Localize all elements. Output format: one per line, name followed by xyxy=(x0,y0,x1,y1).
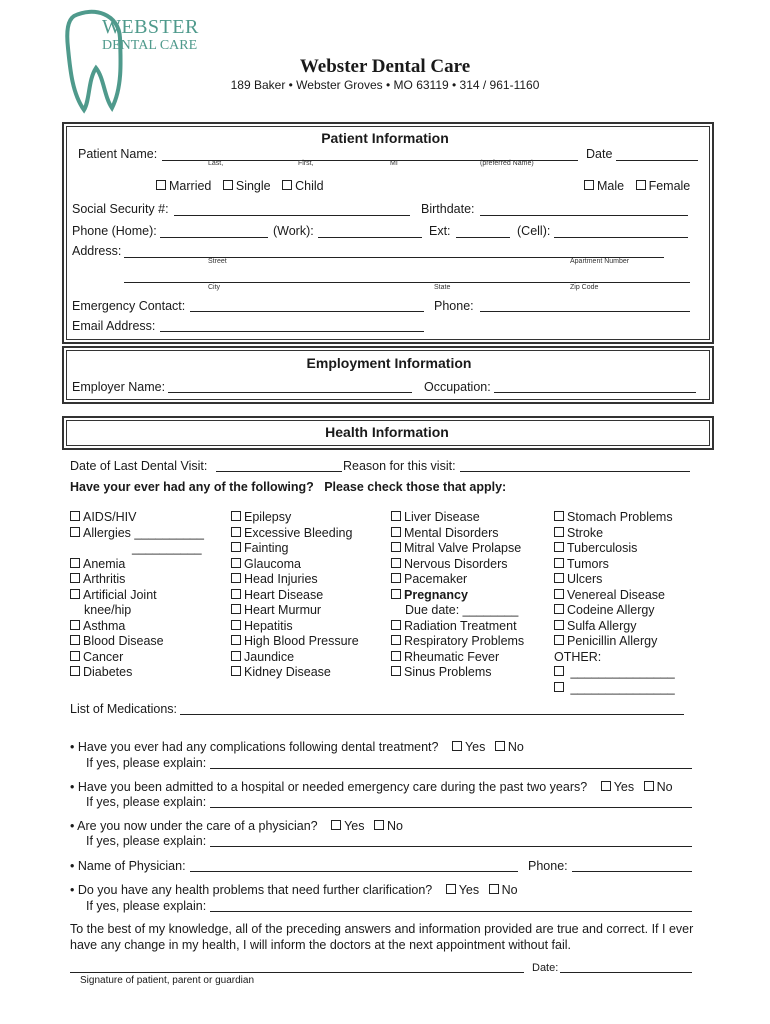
female-checkbox[interactable]: Female xyxy=(636,179,691,193)
date-field[interactable] xyxy=(616,160,698,161)
condition-blood-disease[interactable]: Blood Disease xyxy=(70,634,204,650)
condition-codeine-allergy[interactable]: Codeine Allergy xyxy=(554,603,675,619)
reason-field[interactable] xyxy=(460,471,690,472)
q3-yes-checkbox[interactable]: Yes xyxy=(331,819,364,833)
conditions-question: Have your ever had any of the following? Please check those that apply: xyxy=(70,480,507,494)
q5-yes-checkbox[interactable]: Yes xyxy=(446,883,479,897)
q5-no-checkbox[interactable]: No xyxy=(489,883,518,897)
condition-mental-disorders[interactable]: Mental Disorders xyxy=(391,526,524,542)
sub-street: Street xyxy=(208,258,227,265)
last-visit-label: Date of Last Dental Visit: xyxy=(70,459,208,473)
occupation-field[interactable] xyxy=(494,392,696,393)
question-hospital: • Have you been admitted to a hospital or needed emergency care during the past two years? Yes No xyxy=(70,780,673,794)
other-field-2[interactable]: _______________ xyxy=(554,681,675,697)
email-field[interactable] xyxy=(160,331,424,332)
condition-glaucoma[interactable]: Glaucoma xyxy=(231,557,359,573)
conditions-col-2 xyxy=(231,510,359,681)
condition-penicillin-allergy[interactable]: Penicillin Allergy xyxy=(554,634,675,650)
reason-label: Reason for this visit: xyxy=(343,459,456,473)
conditions-col-4 xyxy=(554,510,675,696)
condition-ulcers[interactable]: Ulcers xyxy=(554,572,675,588)
signature-date-label: Date: xyxy=(532,962,559,974)
child-checkbox[interactable]: Child xyxy=(282,179,324,193)
condition-venereal[interactable]: Venereal Disease xyxy=(554,588,675,604)
conditions-col-3 xyxy=(391,510,524,681)
condition-jaundice[interactable]: Jaundice xyxy=(231,650,359,666)
condition-stomach[interactable]: Stomach Problems xyxy=(554,510,675,526)
condition-sulfa-allergy[interactable]: Sulfa Allergy xyxy=(554,619,675,635)
condition-pacemaker[interactable]: Pacemaker xyxy=(391,572,524,588)
logo-text-dental: DENTAL CARE xyxy=(102,38,198,53)
occupation-label: Occupation: xyxy=(424,380,491,394)
married-checkbox[interactable]: Married xyxy=(156,179,211,193)
phone-work-field[interactable] xyxy=(318,237,422,238)
condition-fainting[interactable]: Fainting xyxy=(231,541,359,557)
condition-tuberculosis[interactable]: Tuberculosis xyxy=(554,541,675,557)
ssn-field[interactable] xyxy=(174,215,410,216)
ext-field[interactable] xyxy=(456,237,510,238)
sub-zip: Zip Code xyxy=(570,284,599,291)
question-physician-name: • Name of Physician: xyxy=(70,859,186,873)
cell-label: (Cell): xyxy=(517,224,551,238)
q2-no-checkbox[interactable]: No xyxy=(644,780,673,794)
condition-heart-murmur[interactable]: Heart Murmur xyxy=(231,603,359,619)
last-visit-field[interactable] xyxy=(216,471,342,472)
signature-caption: Signature of patient, parent or guardian xyxy=(80,975,255,986)
condition-heart-disease[interactable]: Heart Disease xyxy=(231,588,359,604)
condition-anemia[interactable]: Anemia xyxy=(70,557,204,573)
medications-label: List of Medications: xyxy=(70,702,177,716)
allergies-extra-line[interactable]: __________ xyxy=(132,541,202,555)
condition-allergies[interactable]: Allergies __________ xyxy=(70,526,204,542)
condition-mitral-valve[interactable]: Mitral Valve Prolapse xyxy=(391,541,524,557)
physician-name-field[interactable] xyxy=(190,871,518,872)
condition-cancer[interactable]: Cancer xyxy=(70,650,204,666)
address-label: Address: xyxy=(72,244,122,258)
question-clarification: • Do you have any health problems that need further clarification? Yes No xyxy=(70,883,518,897)
condition-head-injuries[interactable]: Head Injuries xyxy=(231,572,359,588)
birthdate-field[interactable] xyxy=(480,215,688,216)
medications-field[interactable] xyxy=(180,714,684,715)
condition-sinus[interactable]: Sinus Problems xyxy=(391,665,524,681)
sub-apartment: Apartment Number xyxy=(570,258,630,265)
physician-phone-label: Phone: xyxy=(528,859,568,873)
sex-group xyxy=(584,179,690,193)
physician-phone-field[interactable] xyxy=(572,871,692,872)
ssn-label: Social Security #: xyxy=(72,202,169,216)
email-label: Email Address: xyxy=(72,319,156,333)
phone-home-field[interactable] xyxy=(160,237,268,238)
sub-mi: MI xyxy=(390,160,398,167)
question-complications: • Have you ever had any complications following dental treatment? Yes No xyxy=(70,740,524,754)
page-title: Webster Dental Care xyxy=(299,56,471,77)
condition-hepatitis[interactable]: Hepatitis xyxy=(231,619,359,635)
q1-yes-checkbox[interactable]: Yes xyxy=(452,740,485,754)
emergency-phone-field[interactable] xyxy=(480,311,690,312)
signature-date-field[interactable] xyxy=(560,972,692,973)
employer-field[interactable] xyxy=(168,392,412,393)
conditions-col-1 xyxy=(70,510,204,681)
condition-tumors[interactable]: Tumors xyxy=(554,557,675,573)
condition-stroke[interactable]: Stroke xyxy=(554,526,675,542)
q1-explain-label: If yes, please explain: xyxy=(86,756,207,770)
logo-text-webster: WEBSTER xyxy=(102,16,199,38)
q1-explain-field[interactable] xyxy=(210,768,692,769)
condition-respiratory[interactable]: Respiratory Problems xyxy=(391,634,524,650)
q1-no-checkbox[interactable]: No xyxy=(495,740,524,754)
phone-home-label: Phone (Home): xyxy=(72,224,157,238)
employer-label: Employer Name: xyxy=(72,380,166,394)
condition-pregnancy[interactable]: Pregnancy xyxy=(391,588,524,604)
sub-city: City xyxy=(208,284,221,291)
emergency-contact-label: Emergency Contact: xyxy=(72,299,186,313)
q2-explain-label: If yes, please explain: xyxy=(86,795,207,809)
sub-first: First, xyxy=(298,160,314,167)
patient-name-label: Patient Name: xyxy=(78,147,158,161)
date-label: Date xyxy=(586,147,613,161)
signature-field[interactable] xyxy=(70,972,524,973)
phone-work-label: (Work): xyxy=(273,224,314,238)
question-physician-care: • Are you now under the care of a physician? Yes No xyxy=(70,819,403,833)
emergency-phone-label: Phone: xyxy=(434,299,474,313)
sub-state: State xyxy=(434,284,451,291)
condition-kidney-disease[interactable]: Kidney Disease xyxy=(231,665,359,681)
practice-address: 189 Baker • Webster Groves • MO 63119 • 314 / 961-1160 xyxy=(230,78,540,92)
condition-high-blood-pressure[interactable]: High Blood Pressure xyxy=(231,634,359,650)
condition-nervous-disorders[interactable]: Nervous Disorders xyxy=(391,557,524,573)
condition-arthritis[interactable]: Arthritis xyxy=(70,572,204,588)
condition-excessive-bleeding[interactable]: Excessive Bleeding xyxy=(231,526,359,542)
condition-aids-hiv[interactable]: AIDS/HIV xyxy=(70,510,204,526)
patient-info-heading: Patient Information xyxy=(321,130,449,146)
pregnancy-due-date[interactable]: Due date: ________ xyxy=(405,603,519,617)
q5-explain-field[interactable] xyxy=(210,911,692,912)
q3-no-checkbox[interactable]: No xyxy=(374,819,403,833)
other-field-1[interactable]: _______________ xyxy=(554,665,675,681)
other-label: OTHER: xyxy=(554,649,602,664)
sub-last: Last, xyxy=(208,160,224,167)
condition-artificial-joint[interactable]: Artificial Joint xyxy=(70,588,204,604)
artificial-joint-detail: knee/hip xyxy=(84,603,132,617)
condition-liver-disease[interactable]: Liver Disease xyxy=(391,510,524,526)
birthdate-label: Birthdate: xyxy=(421,202,475,216)
condition-rheumatic-fever[interactable]: Rheumatic Fever xyxy=(391,650,524,666)
q3-explain-field[interactable] xyxy=(210,846,692,847)
cell-field[interactable] xyxy=(554,237,688,238)
marital-status-group xyxy=(156,179,332,193)
q5-explain-label: If yes, please explain: xyxy=(86,899,207,913)
ext-label: Ext: xyxy=(429,224,451,238)
health-heading: Health Information xyxy=(325,424,449,440)
condition-radiation[interactable]: Radiation Treatment xyxy=(391,619,524,635)
attestation-statement: To the best of my knowledge, all of the preceding answers and information provided are true and correct. If I ever have any change in my health, I will inform the doctors at the next appointment without fail. xyxy=(70,922,694,952)
q2-explain-field[interactable] xyxy=(210,807,692,808)
q2-yes-checkbox[interactable]: Yes xyxy=(601,780,634,794)
male-checkbox[interactable]: Male xyxy=(584,179,624,193)
employment-heading: Employment Information xyxy=(306,355,472,371)
q3-explain-label: If yes, please explain: xyxy=(86,834,207,848)
address-city-field[interactable] xyxy=(124,282,690,283)
sub-preferred: (preferred Name) xyxy=(480,160,534,167)
condition-epilepsy[interactable]: Epilepsy xyxy=(231,510,359,526)
condition-diabetes[interactable]: Diabetes xyxy=(70,665,204,681)
emergency-contact-field[interactable] xyxy=(190,311,424,312)
single-checkbox[interactable]: Single xyxy=(223,179,271,193)
condition-asthma[interactable]: Asthma xyxy=(70,619,204,635)
